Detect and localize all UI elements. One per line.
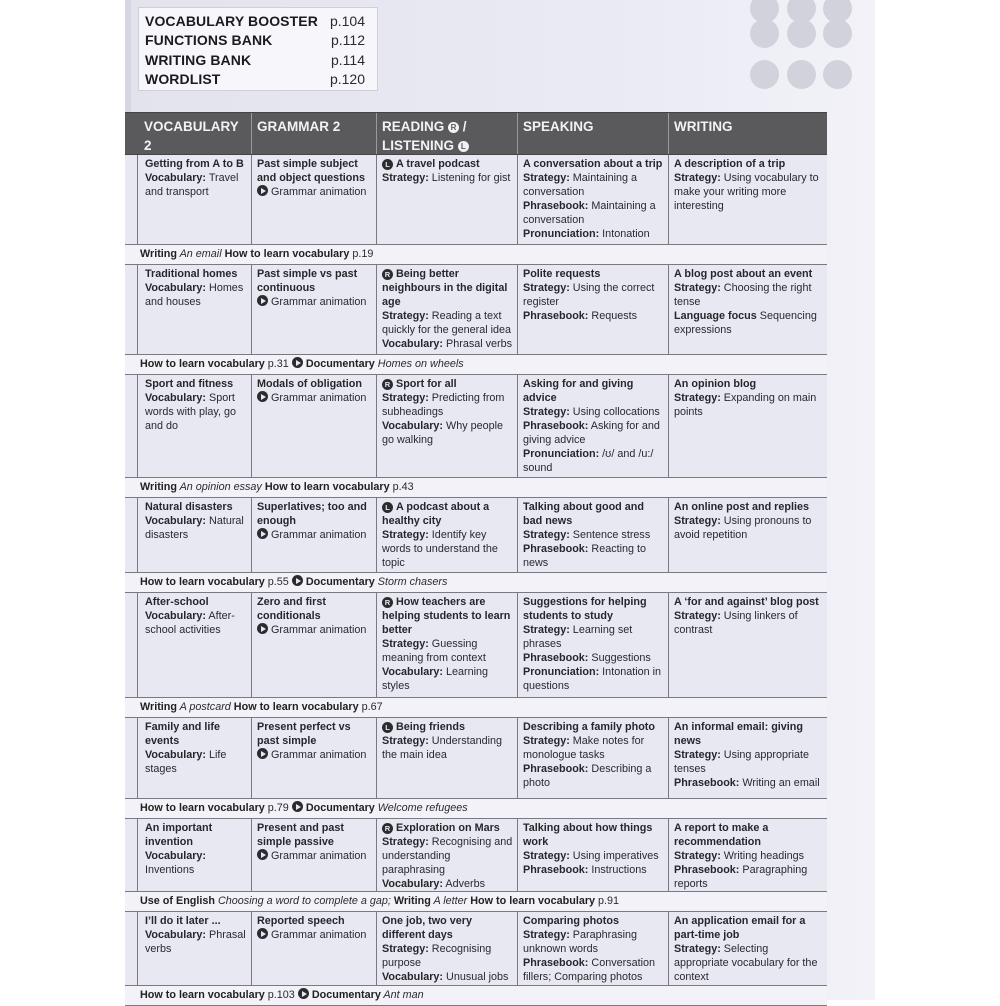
cell-line: Phrasebook: Describing a photo (523, 763, 652, 789)
table-row (125, 819, 827, 892)
cell-title: Talking about how things work (523, 822, 653, 848)
cell-line: Strategy: Recognising purpose (382, 943, 492, 969)
line-label: Strategy: (382, 529, 429, 541)
cell-vocabulary (137, 155, 251, 244)
cell-reading-listening (376, 718, 517, 798)
reference-box (138, 7, 378, 91)
line-label: Pronunciation: (523, 228, 600, 240)
cell-title: Past simple subject and object questions (257, 158, 365, 184)
header-reading-label: READING (382, 119, 445, 134)
line-label: Strategy: (523, 850, 570, 862)
line-label: Strategy: (523, 529, 570, 541)
cell-line: Vocabulary: Travel and transport (145, 172, 239, 198)
cell-vocabulary (137, 718, 251, 798)
header-vocabulary: VOCABULARY 2 (144, 119, 239, 153)
line-label: Vocabulary: (145, 929, 207, 941)
ref-label: WORDLIST (145, 71, 221, 88)
cell-line: Strategy: Predicting from subheadings (382, 392, 505, 418)
footer-italic: An opinion essay (176, 481, 262, 493)
cell-line: Pronunciation: /ʊ/ and /u:/ sound (523, 448, 654, 474)
ref-page: p.114 (331, 51, 365, 68)
cell-title: Zero and first conditionals (257, 596, 326, 622)
footer-page: p.31 (264, 358, 289, 370)
cell-title: L A travel podcast (382, 157, 513, 171)
cell-title: Talking about good and bad news (523, 501, 644, 527)
footer-label: How to learn vocabulary (224, 248, 350, 260)
listening-icon: L (382, 502, 393, 513)
cell-line: Strategy: Guessing meaning from context (382, 638, 486, 664)
line-label: Strategy: (523, 406, 570, 418)
reading-icon: R (382, 597, 393, 608)
cell-line: Strategy: Using vocabulary to make your writing more interesting (674, 172, 819, 212)
footer-label: Use of English (140, 895, 215, 907)
line-label: Strategy: (382, 638, 429, 650)
line-label: Strategy: (523, 282, 570, 294)
line-label: Strategy: (523, 624, 570, 636)
play-icon (292, 357, 303, 368)
cell-line: Vocabulary: Unusual jobs (382, 971, 509, 983)
cell-title: R Being better neighbours in the digital age (382, 268, 508, 308)
footer-italic: Choosing a word to complete a gap; (215, 895, 391, 907)
cell-line: Pronunciation: Intonation in questions (523, 666, 662, 692)
cell-title: An important invention (145, 822, 213, 848)
cell-line: Strategy: Learning set phrases (523, 624, 633, 650)
cell-line: Strategy: Sentence stress (523, 529, 651, 541)
footer-italic: A letter (430, 895, 468, 907)
footer-italic: A postcard (176, 701, 231, 713)
footer-label: How to learn vocabulary (140, 989, 265, 1001)
cell-speaking (517, 155, 668, 244)
line-label: Language focus (674, 310, 757, 322)
ref-page: p.120 (329, 71, 365, 88)
reading-icon: R (382, 823, 393, 834)
line-label: Vocabulary: (382, 420, 444, 432)
cell-title: Family and life events (145, 721, 220, 747)
cell-grammar (251, 375, 376, 477)
reading-icon: R (382, 379, 393, 390)
footer-label: How to learn vocabulary (140, 802, 265, 814)
cell-line: Phrasebook: Instructions (523, 864, 647, 876)
line-label: Phrasebook: (523, 420, 589, 432)
cell-title: Present and past simple passive (257, 822, 345, 848)
footer-page: p.103 (264, 989, 295, 1001)
footer-page: p.67 (358, 701, 383, 713)
cell-speaking (517, 912, 668, 985)
cell-title: Superlatives; too and enough (257, 501, 367, 527)
cell-vocabulary (137, 819, 251, 891)
cell-line: Strategy: Using the correct register (523, 282, 655, 308)
cell-title: I’ll do it later ... (145, 915, 221, 927)
cell-line: Strategy: Listening for gist (382, 172, 511, 184)
cell-speaking (517, 265, 668, 354)
cell-line: Vocabulary: Sport words with play, go and do (145, 392, 237, 432)
cell-writing (668, 593, 827, 697)
line-label: Vocabulary: (145, 515, 207, 527)
cell-line: Vocabulary: Phrasal verbs (145, 929, 246, 955)
line-label: Strategy: (674, 515, 721, 527)
cell-line: Strategy: Reading a text quickly for the general idea (382, 310, 512, 336)
section-footer (125, 892, 827, 912)
play-icon (292, 801, 303, 812)
line-label: Strategy: (523, 172, 570, 184)
cell-line: Vocabulary: After-school activities (145, 610, 235, 636)
line-label: Pronunciation: (523, 448, 600, 460)
cell-title: Modals of obligation (257, 378, 362, 390)
cell-writing (668, 265, 827, 354)
section-footer (125, 986, 827, 1006)
cell-line: Phrasebook: Writing an email (674, 777, 820, 789)
cell-line: Strategy: Paraphrasing unknown words (523, 929, 638, 955)
play-icon (257, 295, 268, 306)
play-icon (257, 528, 268, 539)
cell-grammar (251, 819, 376, 891)
table-row (125, 718, 827, 799)
grammar-animation-link[interactable]: Grammar animation (257, 928, 372, 942)
table-row (125, 498, 827, 573)
section-footer (125, 478, 827, 498)
line-label: Vocabulary: (145, 850, 207, 862)
cell-speaking (517, 498, 668, 572)
cell-grammar (251, 265, 376, 354)
cell-title: After-school (145, 596, 209, 608)
ref-page: p.112 (331, 32, 365, 49)
footer-label: How to learn vocabulary (140, 358, 265, 370)
cell-line: Language focus Sequencing expressions (674, 310, 817, 336)
footer-italic: An email (176, 248, 222, 260)
line-label: Vocabulary: (382, 878, 444, 890)
ref-label: FUNCTIONS BANK (145, 32, 273, 49)
cell-line: Vocabulary: Why people go walking (382, 420, 504, 446)
cell-reading-listening (376, 265, 517, 354)
header-writing: WRITING (668, 113, 827, 154)
play-icon (257, 391, 268, 402)
play-icon (257, 185, 268, 196)
cell-grammar (251, 912, 376, 985)
cell-title: Traditional homes (145, 268, 238, 280)
line-label: Phrasebook: (523, 543, 589, 555)
cell-line: Vocabulary: Learning styles (382, 666, 489, 692)
cell-reading-listening (376, 375, 517, 477)
line-label: Strategy: (674, 392, 721, 404)
footer-label: Documentary (311, 989, 381, 1001)
grammar-animation-link[interactable]: Grammar animation (257, 391, 372, 405)
cell-title: Comparing photos (523, 915, 619, 927)
footer-label: Writing (140, 481, 177, 493)
line-label: Strategy: (382, 735, 429, 747)
cell-vocabulary (137, 375, 251, 477)
listening-icon: L (382, 159, 393, 170)
cell-writing (668, 819, 827, 891)
line-label: Vocabulary: (382, 971, 444, 983)
cell-writing (668, 155, 827, 244)
footer-page: p.91 (595, 895, 620, 907)
play-icon (257, 928, 268, 939)
play-icon (257, 748, 268, 759)
grammar-animation-link[interactable]: Grammar animation (257, 748, 372, 762)
line-label: Phrasebook: (523, 864, 589, 876)
cell-line: Strategy: Understanding the main idea (382, 735, 503, 761)
table-row (125, 265, 827, 355)
cell-writing (668, 718, 827, 798)
cell-line: Strategy: Expanding on main points (674, 392, 817, 418)
line-label: Strategy: (523, 735, 570, 747)
cell-title: R How teachers are helping students to learn better (382, 596, 511, 636)
cell-title: Getting from A to B (145, 158, 244, 170)
cell-line: Phrasebook: Maintaining a conversation (523, 200, 656, 226)
line-label: Phrasebook: (523, 310, 589, 322)
cell-title: R Exploration on Mars (382, 821, 513, 835)
cell-title: A description of a trip (674, 158, 786, 170)
cell-line: Phrasebook: Paragraphing reports (674, 864, 808, 890)
footer-label: How to learn vocabulary (470, 895, 596, 907)
cell-title: A conversation about a trip (523, 158, 663, 170)
footer-label: Writing (393, 895, 431, 907)
footer-italic: Homes on wheels (374, 358, 464, 370)
cell-line: Phrasebook: Conversation fillers; Comparing photos (523, 957, 656, 983)
cell-writing (668, 375, 827, 477)
cell-vocabulary (137, 498, 251, 572)
table-row (125, 375, 827, 478)
cell-writing (668, 912, 827, 985)
cell-line: Strategy: Using appropriate tenses (674, 749, 810, 775)
line-label: Strategy: (674, 610, 721, 622)
cell-grammar (251, 593, 376, 697)
line-label: Phrasebook: (523, 200, 589, 212)
cell-title: Reported speech (257, 915, 345, 927)
line-label: Strategy: (382, 943, 429, 955)
line-label: Vocabulary: (145, 282, 207, 294)
footer-page: p.79 (264, 802, 289, 814)
line-label: Phrasebook: (523, 652, 589, 664)
grammar-animation-link[interactable]: Grammar animation (257, 185, 372, 199)
play-icon (292, 575, 303, 586)
cell-title: Present perfect vs past simple (257, 721, 351, 747)
ref-label: WRITING BANK (145, 51, 252, 68)
cell-line: Strategy: Make notes for monologue tasks (523, 735, 645, 761)
cell-title: R Sport for all (382, 377, 513, 391)
listening-icon: L (382, 722, 393, 733)
cell-title: An online post and replies (674, 501, 809, 513)
cell-grammar (251, 155, 376, 244)
cell-reading-listening (376, 593, 517, 697)
cell-title: Describing a family photo (523, 721, 655, 733)
cell-line: Strategy: Using collocations (523, 406, 660, 418)
cell-speaking (517, 718, 668, 798)
cell-line: Strategy: Using imperatives (523, 850, 659, 862)
footer-label: How to learn vocabulary (233, 701, 359, 713)
decorative-dots (742, 0, 862, 94)
line-label: Phrasebook: (674, 864, 740, 876)
cell-line: Strategy: Identify key words to understand the topic (382, 529, 498, 569)
cell-grammar (251, 718, 376, 798)
line-label: Vocabulary: (145, 392, 207, 404)
cell-line: Vocabulary: Natural disasters (145, 515, 244, 541)
cell-line: Vocabulary: Inventions (145, 850, 207, 876)
cell-writing (668, 498, 827, 572)
header-reading-listening: READING R / LISTENING L (376, 113, 517, 154)
cell-title: Polite requests (523, 268, 601, 280)
cell-reading-listening (376, 498, 517, 572)
footer-label: Documentary (305, 358, 375, 370)
cell-speaking (517, 593, 668, 697)
contents-table (125, 112, 827, 1006)
line-label: Vocabulary: (145, 610, 207, 622)
cell-line: Strategy: Using linkers of contrast (674, 610, 798, 636)
cell-vocabulary (137, 593, 251, 697)
cell-line: Phrasebook: Asking for and giving advice (523, 420, 660, 446)
cell-line: Phrasebook: Suggestions (523, 652, 651, 664)
cell-title: Asking for and giving advice (523, 378, 634, 404)
line-label: Strategy: (382, 172, 429, 184)
cell-line: Vocabulary: Adverbs (382, 878, 486, 890)
cell-line: Strategy: Choosing the right tense (674, 282, 812, 308)
cell-line: Vocabulary: Homes and houses (145, 282, 244, 308)
cell-title: Suggestions for helping students to study (523, 596, 647, 622)
line-label: Vocabulary: (382, 666, 444, 678)
cell-title: An informal email: giving news (674, 721, 803, 747)
grammar-animation-link[interactable]: Grammar animation (257, 849, 372, 863)
footer-italic: Welcome refugees (374, 802, 468, 814)
grammar-animation-link[interactable]: Grammar animation (257, 295, 372, 309)
cell-vocabulary (137, 265, 251, 354)
footer-label: Documentary (305, 802, 375, 814)
line-label: Strategy: (674, 749, 721, 761)
table-row (125, 912, 827, 986)
cell-title: Sport and fitness (145, 378, 234, 390)
section-footer (125, 799, 827, 819)
header-speaking: SPEAKING (517, 113, 668, 154)
ref-page: p.104 (329, 12, 365, 29)
cell-title: L A podcast about a healthy city (382, 501, 490, 527)
cell-line: Strategy: Maintaining a conversation (523, 172, 638, 198)
ref-row (145, 11, 371, 31)
line-label: Strategy: (674, 943, 721, 955)
table-row (125, 593, 827, 698)
line-label: Strategy: (382, 310, 429, 322)
cell-reading-listening (376, 819, 517, 891)
footer-page: p.43 (389, 481, 414, 493)
ref-row (145, 31, 371, 51)
footer-page: p.55 (264, 576, 289, 588)
cell-line: Phrasebook: Requests (523, 310, 638, 322)
ref-label: VOCABULARY BOOSTER (145, 12, 318, 29)
section-footer (125, 355, 827, 375)
cell-title: One job, two very different days (382, 915, 472, 941)
cell-line: Phrasebook: Reacting to news (523, 543, 647, 569)
cell-title: A report to make a recommendation (674, 822, 769, 848)
line-label: Vocabulary: (145, 749, 207, 761)
line-label: Strategy: (382, 836, 429, 848)
line-label: Vocabulary: (382, 338, 444, 350)
cell-line: Strategy: Using pronouns to avoid repetition (674, 515, 812, 541)
cell-title: An opinion blog (674, 378, 757, 390)
cell-speaking (517, 819, 668, 891)
reading-icon: R (382, 269, 393, 280)
ref-row (145, 70, 371, 90)
cell-grammar (251, 498, 376, 572)
line-label: Strategy: (674, 850, 721, 862)
footer-label: Writing (140, 248, 177, 260)
line-label: Phrasebook: (523, 763, 589, 775)
cell-line: Vocabulary: Life stages (145, 749, 227, 775)
cell-title: An application email for a part-time job (674, 915, 806, 941)
play-icon (257, 849, 268, 860)
section-footer (125, 573, 827, 593)
cell-vocabulary (137, 912, 251, 985)
play-icon (298, 988, 309, 999)
line-label: Phrasebook: (674, 777, 740, 789)
ref-row (145, 50, 371, 70)
cell-line: Strategy: Recognising and understanding paraphrasing (382, 836, 513, 876)
cell-line: Pronunciation: Intonation (523, 228, 650, 240)
section-footer (125, 698, 827, 718)
cell-title: A blog post about an event (674, 268, 813, 280)
line-label: Strategy: (674, 172, 721, 184)
play-icon (257, 623, 268, 634)
line-label: Strategy: (382, 392, 429, 404)
cell-reading-listening (376, 155, 517, 244)
footer-italic: Ant man (380, 989, 424, 1001)
footer-label: How to learn vocabulary (264, 481, 390, 493)
line-label: Vocabulary: (145, 172, 207, 184)
table-header (125, 112, 827, 155)
footer-page: p.19 (349, 248, 374, 260)
cell-title: A ‘for and against’ blog post (674, 596, 819, 608)
cell-title: Past simple vs past continuous (257, 268, 358, 294)
cell-line: Strategy: Selecting appropriate vocabulary for the context (674, 943, 818, 983)
table-row (125, 155, 827, 245)
footer-italic: Storm chasers (374, 576, 448, 588)
cell-reading-listening (376, 912, 517, 985)
header-grammar: GRAMMAR 2 (251, 113, 376, 154)
cell-title: Natural disasters (145, 501, 233, 513)
cell-title: L Being friends (382, 720, 513, 734)
grammar-animation-link[interactable]: Grammar animation (257, 623, 372, 637)
header-listening-label: LISTENING (382, 138, 455, 153)
footer-label: Documentary (305, 576, 375, 588)
footer-label: Writing (140, 701, 177, 713)
cell-speaking (517, 375, 668, 477)
cell-line: Vocabulary: Phrasal verbs (382, 338, 513, 350)
line-label: Pronunciation: (523, 666, 600, 678)
table-body (125, 155, 827, 1006)
listening-icon: L (458, 141, 469, 152)
footer-label: How to learn vocabulary (140, 576, 265, 588)
reading-icon: R (448, 122, 459, 133)
line-label: Strategy: (523, 929, 570, 941)
line-label: Strategy: (674, 282, 721, 294)
section-footer (125, 245, 827, 265)
grammar-animation-link[interactable]: Grammar animation (257, 528, 372, 542)
line-label: Phrasebook: (523, 957, 589, 969)
cell-line: Strategy: Writing headings (674, 850, 805, 862)
